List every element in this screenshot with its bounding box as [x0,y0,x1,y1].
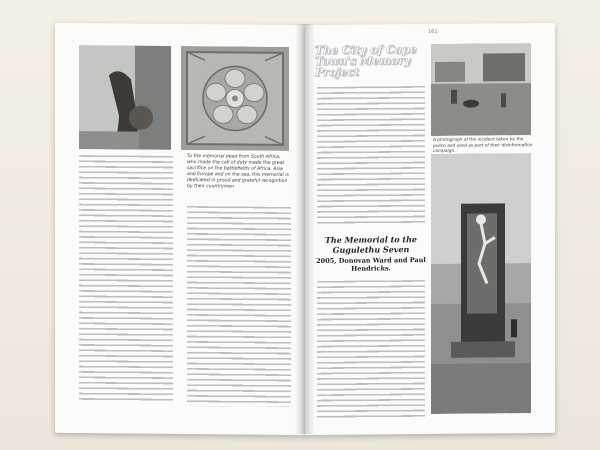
open-booklet [55,24,555,434]
rose-carving-photo [181,46,289,151]
right-page [305,23,555,435]
incident-photo-caption: A photograph of the incident taken by the police and used as part of their disinformation campaign. [433,137,533,154]
memorial-sculpture-photo [431,153,531,414]
incident-photo [431,43,531,136]
book-gutter [295,24,315,434]
page-number: 161 [428,28,438,36]
statue-photo [79,45,171,150]
right-column-body-text [187,206,291,407]
intro-body-text [317,86,425,227]
memorial-subheading: 2005, Donovan Ward and Paul Hendricks. [316,256,426,273]
left-page [55,23,305,435]
page-title: The City of Cape Town's Memory Project [315,43,417,80]
memorial-body-text [317,280,425,421]
memorial-heading: The Memorial to the Gugulethu Seven [324,234,418,255]
left-column-body-text [79,155,173,404]
left-photo-caption: To the memorial dead from South Africa, who made the call of duty made the great sacrifice on the battlefields of Africa, Asia and Europe and on the sea, this memorial is dedicated in proud and grateful recognition by their countrymen [187,154,289,190]
